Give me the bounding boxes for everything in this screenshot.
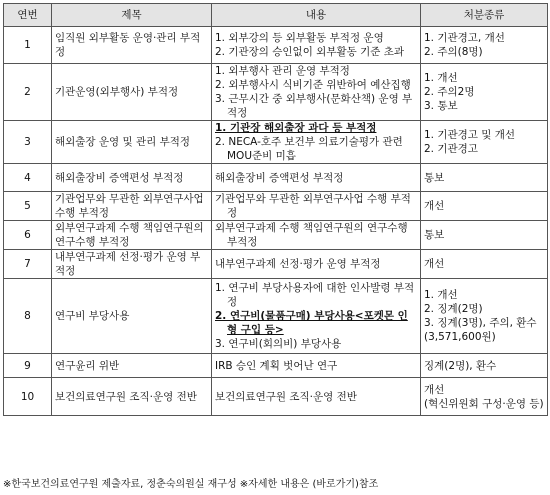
content-list (215, 121, 417, 163)
row-action (421, 250, 548, 279)
action-line: 개선 (424, 200, 445, 212)
row-action (421, 354, 548, 378)
row-action (421, 164, 548, 192)
content-list (215, 64, 417, 120)
action-line: 1. 개선 (424, 289, 458, 301)
row-action (421, 121, 548, 164)
row-action (421, 221, 548, 250)
row-title: 내부연구과제 선정·평가 운영 부적정 (52, 250, 212, 279)
row-action (421, 279, 548, 354)
content-list (215, 390, 417, 404)
row-title: 연구비 부당사용 (52, 279, 212, 354)
content-item: 내부연구과제 선정·평가 운영 부적정 (215, 258, 381, 270)
table-row (4, 250, 548, 279)
content-list (215, 359, 417, 373)
row-number: 1 (4, 27, 52, 64)
action-line: 3. 징계(3명), 주의, 환수(3,571,600원) (424, 317, 537, 343)
content-item: 1. 연구비 부당사용자에 대한 인사발령 부적정 (215, 282, 415, 308)
row-title: 기관운영(외부행사) 부적정 (52, 64, 212, 121)
table-header-row (4, 4, 548, 27)
table-row (4, 354, 548, 378)
action-line: 1. 기관경고 및 개선 (424, 129, 516, 141)
table-row (4, 192, 548, 221)
row-content (212, 221, 421, 250)
header-title: 제목 (52, 4, 212, 27)
action-line: 통보 (424, 171, 445, 184)
row-title: 외부연구과제 수행 책임연구원의 연구수행 부적정 (52, 221, 212, 250)
action-line: 통보 (424, 229, 445, 241)
table-row (4, 121, 548, 164)
row-title: 기관업무와 무관한 외부연구사업 수행 부적정 (52, 192, 212, 221)
content-list (215, 31, 417, 59)
action-line: 개선 (424, 258, 445, 270)
row-number: 4 (4, 164, 52, 192)
action-line: 2. 주의(8명) (424, 46, 483, 58)
row-content (212, 354, 421, 378)
content-item: 해외출장비 증액편성 부적정 (215, 171, 344, 184)
action-line: 2. 징계(2명) (424, 303, 483, 315)
action-line: 3. 통보 (424, 100, 458, 112)
content-item: 2. 외부행사시 식비기준 위반하여 예산집행 (215, 79, 411, 91)
row-title: 임직원 외부활동 운영·관리 부적정 (52, 27, 212, 64)
row-number: 10 (4, 378, 52, 416)
row-action (421, 192, 548, 221)
row-number: 3 (4, 121, 52, 164)
content-list (215, 192, 417, 220)
table-row (4, 279, 548, 354)
content-item: 1. 외부강의 등 외부활동 부적정 운영 (215, 32, 384, 44)
table-body (4, 27, 548, 416)
content-item: 2. 기관장의 승인없이 외부활동 기준 초과 (215, 46, 404, 58)
content-item: 기관업무와 무관한 외부연구사업 수행 부적정 (215, 193, 411, 219)
content-item: IRB 승인 계획 벗어난 연구 (215, 359, 338, 372)
content-list (215, 171, 417, 185)
table-row (4, 27, 548, 64)
content-list (215, 281, 417, 351)
action-line: 개선 (424, 383, 445, 396)
row-content (212, 164, 421, 192)
header-action: 처분종류 (421, 4, 548, 27)
row-content (212, 378, 421, 416)
content-item-highlighted: 2. 연구비(물품구매) 부당사용<포켓몬 인형 구입 등> (215, 310, 408, 336)
content-item: 보건의료연구원 조직·운영 전반 (215, 390, 357, 403)
action-line: 2. 기관경고 (424, 143, 478, 155)
header-content: 내용 (212, 4, 421, 27)
row-action (421, 27, 548, 64)
content-item: 외부연구과제 수행 책임연구원의 연구수행 부적정 (215, 222, 408, 248)
row-number: 7 (4, 250, 52, 279)
row-number: 9 (4, 354, 52, 378)
row-number: 6 (4, 221, 52, 250)
row-content (212, 192, 421, 221)
header-no: 연번 (4, 4, 52, 27)
audit-results-table (3, 3, 548, 416)
row-title: 보건의료연구원 조직·운영 전반 (52, 378, 212, 416)
action-line: 1. 기관경고, 개선 (424, 32, 505, 44)
content-item: 3. 연구비(회의비) 부당사용 (215, 338, 342, 350)
row-action (421, 64, 548, 121)
table-row (4, 64, 548, 121)
content-item: 3. 근무시간 중 외부행사(문화산책) 운영 부적정 (215, 93, 413, 119)
table-row (4, 221, 548, 250)
row-content (212, 279, 421, 354)
row-content (212, 250, 421, 279)
action-line: 1. 개선 (424, 72, 458, 84)
action-line: 징계(2명), 환수 (424, 359, 497, 372)
row-content (212, 64, 421, 121)
row-title: 해외출장비 증액편성 부적정 (52, 164, 212, 192)
row-action (421, 378, 548, 416)
row-number: 2 (4, 64, 52, 121)
row-number: 8 (4, 279, 52, 354)
table-row (4, 164, 548, 192)
row-number: 5 (4, 192, 52, 221)
action-line: (혁신위원회 구성·운영 등) (424, 397, 544, 410)
content-item: 1. 외부행사 관리 운영 부적정 (215, 65, 350, 77)
row-title: 해외출장 운영 및 관리 부적정 (52, 121, 212, 164)
row-content (212, 121, 421, 164)
row-content (212, 27, 421, 64)
content-item-highlighted: 1. 기관장 해외출장 과다 등 부적정 (215, 122, 377, 134)
content-list (215, 257, 417, 271)
content-list (215, 221, 417, 249)
source-footnote: ※한국보건의료연구원 제출자료, 정춘숙의원실 재구성 ※자세한 내용은 (바로가기)참조 (3, 479, 379, 490)
content-item: 2. NECA-호주 보건부 의료기술평가 관련 MOU준비 미흡 (215, 136, 403, 162)
row-title: 연구윤리 위반 (52, 354, 212, 378)
action-line: 2. 주의2명 (424, 86, 475, 98)
table-row (4, 378, 548, 416)
